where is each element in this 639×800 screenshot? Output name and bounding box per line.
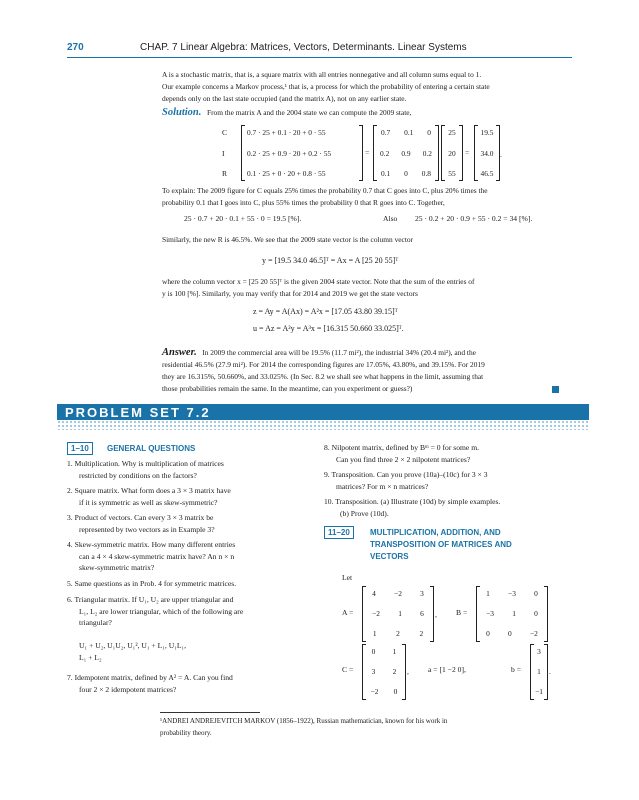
answer-label: Answer.: [162, 347, 197, 358]
problem-6-items: [79, 640, 186, 663]
problem-set-banner: [57, 404, 589, 420]
b-cell: −2: [529, 629, 538, 638]
explain-line-3: Similarly, the new R is 46.5%. We see that the 2009 state vector is the column vector: [162, 235, 414, 244]
problem-line: 4. Skew-symmetric matrix. How many different entries: [67, 540, 236, 549]
x-cell: 55: [448, 169, 456, 178]
intro-line-2: Our example concerns a Markov process,¹ that is, a process for which the probability of entering a certain state: [162, 82, 490, 91]
sum-row-3: 0.1 · 25 + 0 · 20 + 0.8 · 55: [247, 169, 326, 178]
period: .: [500, 150, 502, 159]
problem-line: 7. Idempotent matrix, defined by A² = A. Can you find: [67, 673, 233, 682]
a-cell: 0.2: [380, 149, 390, 158]
b-vec-cell: 3: [537, 647, 541, 656]
equals-sign: =: [365, 148, 370, 157]
problem-5: [67, 578, 236, 590]
chapter-title: CHAP. 7 Linear Algebra: Matrices, Vectors, Determinants. Linear Systems: [140, 42, 467, 53]
matrix-a-example: [373, 125, 439, 181]
equation-y: y = [19.5 34.0 46.5]ᵀ = Ax = A [25 20 55]ᵀ: [262, 256, 399, 265]
problem-line: 5. Same questions as in Prob. 4 for symmetric matrices.: [67, 579, 237, 588]
a-cell: 1: [372, 629, 377, 638]
equation-2: 25 · 0.2 + 20 · 0.9 + 55 · 0.2 = 34 [%].: [415, 214, 533, 223]
banner-dots: [57, 420, 589, 430]
solution-line: [162, 107, 411, 119]
sum-row-2: 0.2 · 25 + 0.9 · 20 + 0.2 · 55: [247, 149, 332, 158]
problem-10: [324, 496, 500, 519]
footnote-line-1: ¹ANDREI ANDREJEVITCH MARKOV (1856–1922), Russian mathematician, known for his work in: [160, 717, 448, 725]
problem-line: U₁ + U₂, U₁U₂, U₁², U₁ + L₁, U₁L₁,: [79, 641, 187, 650]
problem-line: 9. Transposition. Can you prove (10a)–(10c) for 3 × 3: [324, 470, 488, 479]
comma: ,: [407, 667, 409, 676]
answer-text-1: In 2009 the commercial area will be 19.5% (11.7 mi²), the industrial 34% (20.4 mi²), and the: [202, 348, 476, 357]
row-label-r: R: [222, 169, 228, 178]
a-cell: 0: [427, 128, 431, 137]
explain-line-1: To explain: The 2009 figure for C equals 25% times the probability 0.7 that C goes into C, plus 20% times the: [162, 186, 488, 195]
b-cell: −3: [508, 589, 516, 598]
b-cell: −3: [486, 609, 494, 618]
problem-line: 3. Product of vectors. Can every 3 × 3 matrix be: [67, 513, 214, 522]
matrix-b: [476, 586, 548, 642]
problem-line: (b) Prove (10d).: [340, 508, 389, 518]
problem-line: 6. Triangular matrix. If U₁, U₂ are upper triangular and: [67, 595, 234, 604]
comma: ,: [435, 610, 437, 619]
solution-label: Solution.: [162, 107, 202, 118]
problem-line: L₁, L₂ are lower triangular, which of the following are: [79, 606, 244, 616]
answer-line-3: they are 16.315%, 50.660%, and 33.025%. (In Sec. 8.2 we shall see what happens in the limit, assuming that: [162, 372, 484, 381]
vector-b: [530, 644, 548, 700]
a-cell: 0.2: [422, 149, 432, 158]
problem-line: 8. Nilpotent matrix, defined by Bᵐ = 0 for some m.: [324, 443, 479, 452]
section-title-1: GENERAL QUESTIONS: [107, 444, 196, 453]
a-cell: 1: [398, 609, 402, 618]
matrix-b-label: B =: [456, 608, 468, 617]
intro-line-3: depends only on the last state occupied (and the matrix A), not on any earlier state.: [162, 94, 407, 103]
problem-line: four 2 × 2 idempotent matrices?: [79, 684, 177, 694]
also-word: Also: [383, 214, 398, 223]
intro-line-1: A is a stochastic matrix, that is, a square matrix with all entries nonnegative and all column sums equal to 1.: [162, 70, 482, 79]
problem-line: Can you find three 2 × 2 nilpotent matrices?: [336, 454, 471, 464]
page-number: 270: [67, 42, 84, 53]
b-vec-cell: 1: [537, 667, 541, 676]
c-cell: 1: [392, 647, 397, 656]
end-of-proof-icon: [552, 386, 559, 393]
vector-x: [441, 125, 463, 181]
explain-line-5: y is 100 [%]. Similarly, you may verify that for 2014 and 2019 we get the state vectors: [162, 289, 418, 298]
section-range-2: 11–20: [324, 526, 354, 539]
c-cell: 0: [393, 687, 398, 696]
a-cell: −2: [372, 609, 380, 618]
problem-line: skew-symmetric matrix?: [79, 563, 155, 572]
matrix-a-label: A =: [342, 608, 354, 617]
answer-line-4: those probabilities remain the same. In the meantime, can you experiment or guess?): [162, 384, 413, 393]
matrix-a: [362, 586, 434, 642]
a-cell: 2: [419, 629, 424, 638]
problem-7: [67, 672, 233, 695]
problem-2: [67, 485, 231, 508]
vector-b-label: b =: [511, 665, 521, 674]
section-range-1: 1–10: [67, 442, 93, 455]
b-cell: 1: [486, 589, 490, 598]
footnote-rule: [160, 712, 260, 713]
a-cell: 0: [404, 169, 408, 178]
a-cell: 0.7: [380, 128, 391, 137]
result-cell: 34.0: [480, 149, 494, 158]
a-cell: 6: [420, 609, 424, 618]
equation-u: u = Az = A²y = A³x = [16.315 50.660 33.025]ᵀ.: [253, 324, 404, 333]
problem-3: [67, 512, 215, 535]
period: .: [549, 667, 551, 676]
matrix-c-label: C =: [342, 665, 354, 674]
problem-line: if it is symmetric as well as skew-symmetric?: [79, 497, 218, 507]
c-cell: 3: [371, 667, 376, 676]
header-rule: [67, 57, 572, 58]
explain-line-4: where the column vector x = [25 20 55]ᵀ is the given 2004 state vector. Note that the sum of the entries of: [162, 277, 475, 286]
section-title-line: VECTORS: [370, 552, 409, 561]
problem-line: 1. Multiplication. Why is multiplication of matrices: [67, 459, 224, 468]
x-cell: 25: [448, 128, 456, 137]
b-vec-cell: −1: [535, 687, 543, 696]
c-cell: 2: [392, 667, 397, 676]
problem-line: can a 4 × 4 skew-symmetric matrix have? An n × n: [79, 551, 235, 561]
footnote-line-2: probability theory.: [160, 729, 212, 737]
problem-line: L₁ + L₂: [79, 652, 102, 662]
equation-1: 25 · 0.7 + 20 · 0.1 + 55 · 0 = 19.5 [%].: [184, 214, 302, 223]
row-label-i: I: [222, 149, 225, 158]
c-cell: 0: [371, 647, 376, 656]
b-cell: 0: [486, 629, 490, 638]
result-cell: 46.5: [480, 169, 494, 178]
answer-line-1: [162, 347, 476, 359]
problem-line: triangular?: [79, 618, 112, 627]
c-cell: −2: [370, 687, 379, 696]
problem-line: 10. Transposition. (a) Illustrate (10d) by simple examples.: [324, 497, 501, 506]
problem-line: matrices? For m × n matrices?: [336, 481, 429, 491]
problem-1: [67, 458, 224, 481]
problem-9: [324, 469, 488, 492]
problem-line: restricted by conditions on the factors?: [79, 470, 197, 480]
a-cell: −2: [394, 589, 402, 598]
problem-line: represented by two vectors as in Example 3?: [79, 524, 215, 534]
a-cell: 4: [372, 589, 376, 598]
problem-6: [67, 594, 243, 629]
a-cell: 0.8: [421, 169, 431, 178]
equation-z: z = Ay = A(Ax) = A²x = [17.05 43.80 39.15]ᵀ: [253, 307, 398, 316]
result-cell: 19.5: [480, 128, 494, 137]
b-cell: 0: [508, 629, 512, 638]
equals-sign-2: =: [465, 148, 470, 157]
x-cell: 20: [448, 149, 456, 158]
answer-line-2: residential 46.5% (27.9 mi²). For 2014 the corresponding figures are 17.05%, 43.80%, and 39.15%. For 2019: [162, 360, 485, 369]
problem-4: [67, 539, 235, 574]
row-label-c: C: [222, 128, 228, 137]
problem-set-title: PROBLEM SET 7.2: [65, 405, 211, 420]
vector-a: a = [1 −2 0],: [428, 665, 466, 674]
solution-text: From the matrix A and the 2004 state we can compute the 2009 state,: [206, 108, 412, 117]
section-title-2: [370, 527, 512, 563]
b-cell: 0: [534, 609, 538, 618]
matrix-c: [362, 644, 406, 700]
vector-result: [474, 125, 500, 181]
page-header: [0, 40, 639, 60]
a-cell: 3: [420, 589, 424, 598]
b-cell: 1: [512, 609, 516, 618]
a-cell: 0.1: [404, 128, 414, 137]
a-cell: 2: [396, 629, 400, 638]
b-cell: 0: [534, 589, 538, 598]
sum-row-1: 0.7 · 25 + 0.1 · 20 + 0 · 55: [247, 128, 326, 137]
let-word: Let: [342, 573, 353, 582]
explain-line-2: probability 0.1 that I goes into C, plus 55% times the probability 0 that R goes into C. Together,: [162, 198, 445, 207]
problem-8: [324, 442, 479, 465]
section-title-line: TRANSPOSITION OF MATRICES AND: [370, 540, 512, 549]
problem-line: 2. Square matrix. What form does a 3 × 3 matrix have: [67, 486, 231, 495]
a-cell: 0.9: [401, 149, 411, 158]
section-title-line: MULTIPLICATION, ADDITION, AND: [370, 528, 501, 537]
a-cell: 0.1: [380, 169, 391, 178]
sum-matrix: [241, 125, 363, 181]
